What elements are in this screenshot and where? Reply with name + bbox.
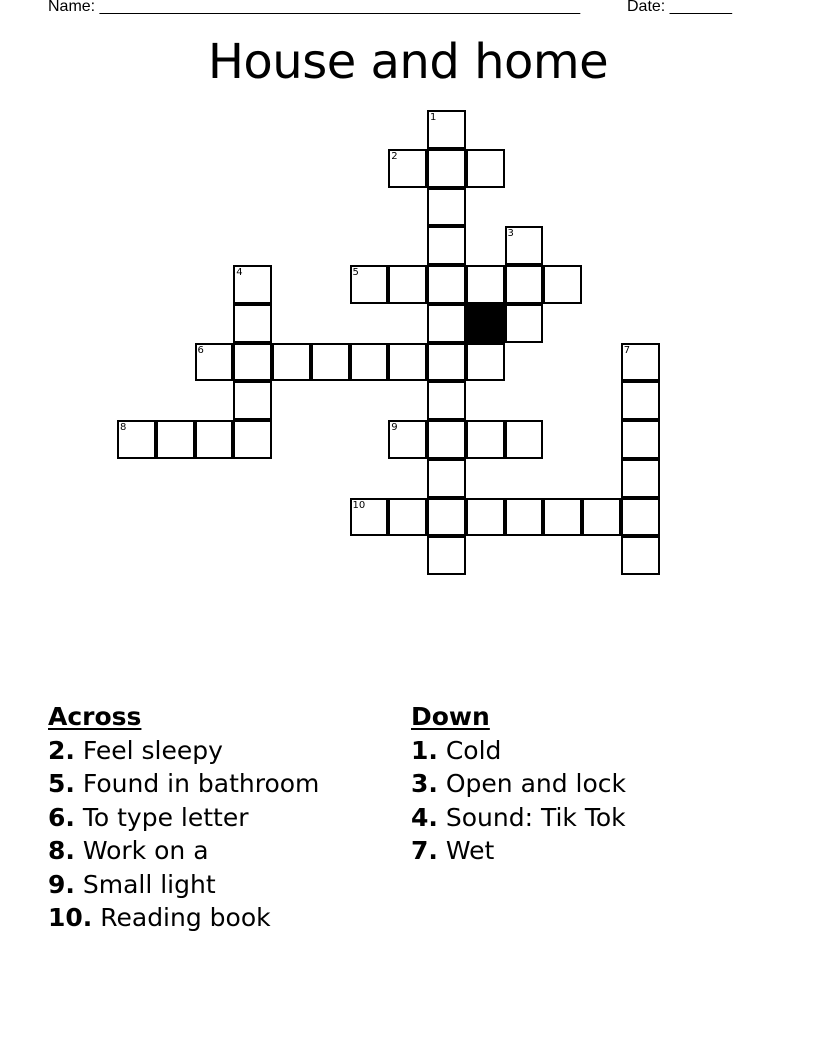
grid-cell[interactable] xyxy=(621,420,660,459)
cell-number: 8 xyxy=(120,422,127,433)
cell-number: 2 xyxy=(391,150,398,162)
clue-down-4 xyxy=(411,801,626,835)
grid-cell[interactable] xyxy=(543,498,582,537)
clue-number: 10. xyxy=(48,903,93,932)
clue-text: Found in bathroom xyxy=(74,769,320,798)
clue-across-5 xyxy=(48,767,319,801)
clue-across-6 xyxy=(48,801,319,835)
clue-text: Open and lock xyxy=(437,769,627,798)
clue-across-10 xyxy=(48,901,319,935)
clue-number: 8. xyxy=(48,836,75,865)
clue-across-8 xyxy=(48,834,319,868)
grid-cell[interactable] xyxy=(505,265,544,304)
grid-cell[interactable] xyxy=(272,343,311,382)
grid-cell[interactable] xyxy=(427,188,466,227)
grid-cell[interactable] xyxy=(505,420,544,459)
clue-text: Small light xyxy=(74,869,216,899)
cell-number: 9 xyxy=(391,422,398,433)
cell-number: 6 xyxy=(197,344,204,356)
down-clues xyxy=(411,700,626,868)
across-clues xyxy=(48,700,319,935)
clue-across-9 xyxy=(48,868,319,902)
across-heading: Across xyxy=(48,702,142,731)
clue-number: 3. xyxy=(411,769,438,798)
grid-cell[interactable] xyxy=(117,420,156,459)
grid-cell[interactable] xyxy=(233,420,272,459)
clue-text: Sound: Tik Tok xyxy=(437,802,626,832)
clue-number: 7. xyxy=(411,836,438,865)
grid-cell[interactable] xyxy=(233,304,272,343)
grid-cell[interactable] xyxy=(505,498,544,537)
cell-number: 4 xyxy=(236,267,243,278)
grid-cell[interactable] xyxy=(505,226,544,265)
grid-cell[interactable] xyxy=(466,149,505,188)
grid-cell[interactable] xyxy=(466,420,505,459)
grid-cell[interactable] xyxy=(388,420,427,459)
grid-cell[interactable] xyxy=(621,498,660,537)
clue-text: Wet xyxy=(437,836,495,865)
grid-cell[interactable] xyxy=(427,498,466,537)
clue-number: 2. xyxy=(48,735,75,765)
grid-cell[interactable] xyxy=(311,343,350,382)
grid-cell[interactable] xyxy=(427,459,466,498)
grid-cell[interactable] xyxy=(388,343,427,382)
grid-cell[interactable] xyxy=(156,420,195,459)
cell-number: 5 xyxy=(352,267,359,278)
page-title: House and home xyxy=(207,34,609,90)
clue-text: Work on a xyxy=(74,836,209,865)
grid-cell[interactable] xyxy=(621,343,660,382)
grid-cell[interactable] xyxy=(233,343,272,382)
grid-cell[interactable] xyxy=(427,536,466,575)
grid-cell[interactable] xyxy=(350,343,389,382)
grid-cell[interactable] xyxy=(543,265,582,304)
grid-cell[interactable] xyxy=(427,110,466,149)
clue-text: Feel sleepy xyxy=(74,735,223,765)
grid-cell[interactable] xyxy=(427,226,466,265)
grid-cell[interactable] xyxy=(388,149,427,188)
grid-cell[interactable] xyxy=(195,420,234,459)
grid-cell[interactable] xyxy=(427,265,466,304)
clue-number: 6. xyxy=(48,802,75,832)
grid-cell[interactable] xyxy=(582,498,621,537)
grid-cell[interactable] xyxy=(233,381,272,420)
cell-number: 10 xyxy=(352,499,366,511)
grid-cell[interactable] xyxy=(350,265,389,304)
clue-text: To type letter xyxy=(74,802,249,832)
black-cell xyxy=(466,304,505,343)
grid-cell[interactable] xyxy=(233,265,272,304)
grid-cell[interactable] xyxy=(388,498,427,537)
clue-text: Cold xyxy=(437,735,502,765)
grid-cell[interactable] xyxy=(195,343,234,382)
grid-cell[interactable] xyxy=(427,304,466,343)
clue-number: 5. xyxy=(48,769,75,798)
grid-cell[interactable] xyxy=(621,536,660,575)
grid-cell[interactable] xyxy=(621,459,660,498)
clue-across-2 xyxy=(48,734,319,768)
grid-cell[interactable] xyxy=(466,265,505,304)
clue-down-1 xyxy=(411,734,626,768)
grid-cell[interactable] xyxy=(388,265,427,304)
name-field[interactable]: Name: ______________________________________________________ xyxy=(48,0,581,15)
cell-number: 1 xyxy=(430,112,437,123)
clue-number: 1. xyxy=(411,735,438,765)
grid-cell[interactable] xyxy=(505,304,544,343)
grid-cell[interactable] xyxy=(427,381,466,420)
cell-number: 3 xyxy=(507,228,514,240)
clue-text: Reading book xyxy=(92,903,271,932)
grid-cell[interactable] xyxy=(427,343,466,382)
grid-cell[interactable] xyxy=(466,498,505,537)
grid-cell[interactable] xyxy=(621,381,660,420)
cell-number: 7 xyxy=(623,344,631,356)
clue-number: 4. xyxy=(411,802,438,832)
down-heading: Down xyxy=(411,702,490,731)
grid-cell[interactable] xyxy=(427,149,466,188)
clue-number: 9. xyxy=(48,869,75,899)
date-field[interactable]: Date: _______ xyxy=(627,0,732,15)
grid-cell[interactable] xyxy=(466,343,505,382)
clue-down-3 xyxy=(411,767,626,801)
clue-down-7 xyxy=(411,834,626,868)
grid-cell[interactable] xyxy=(427,420,466,459)
grid-cell[interactable] xyxy=(350,498,389,537)
